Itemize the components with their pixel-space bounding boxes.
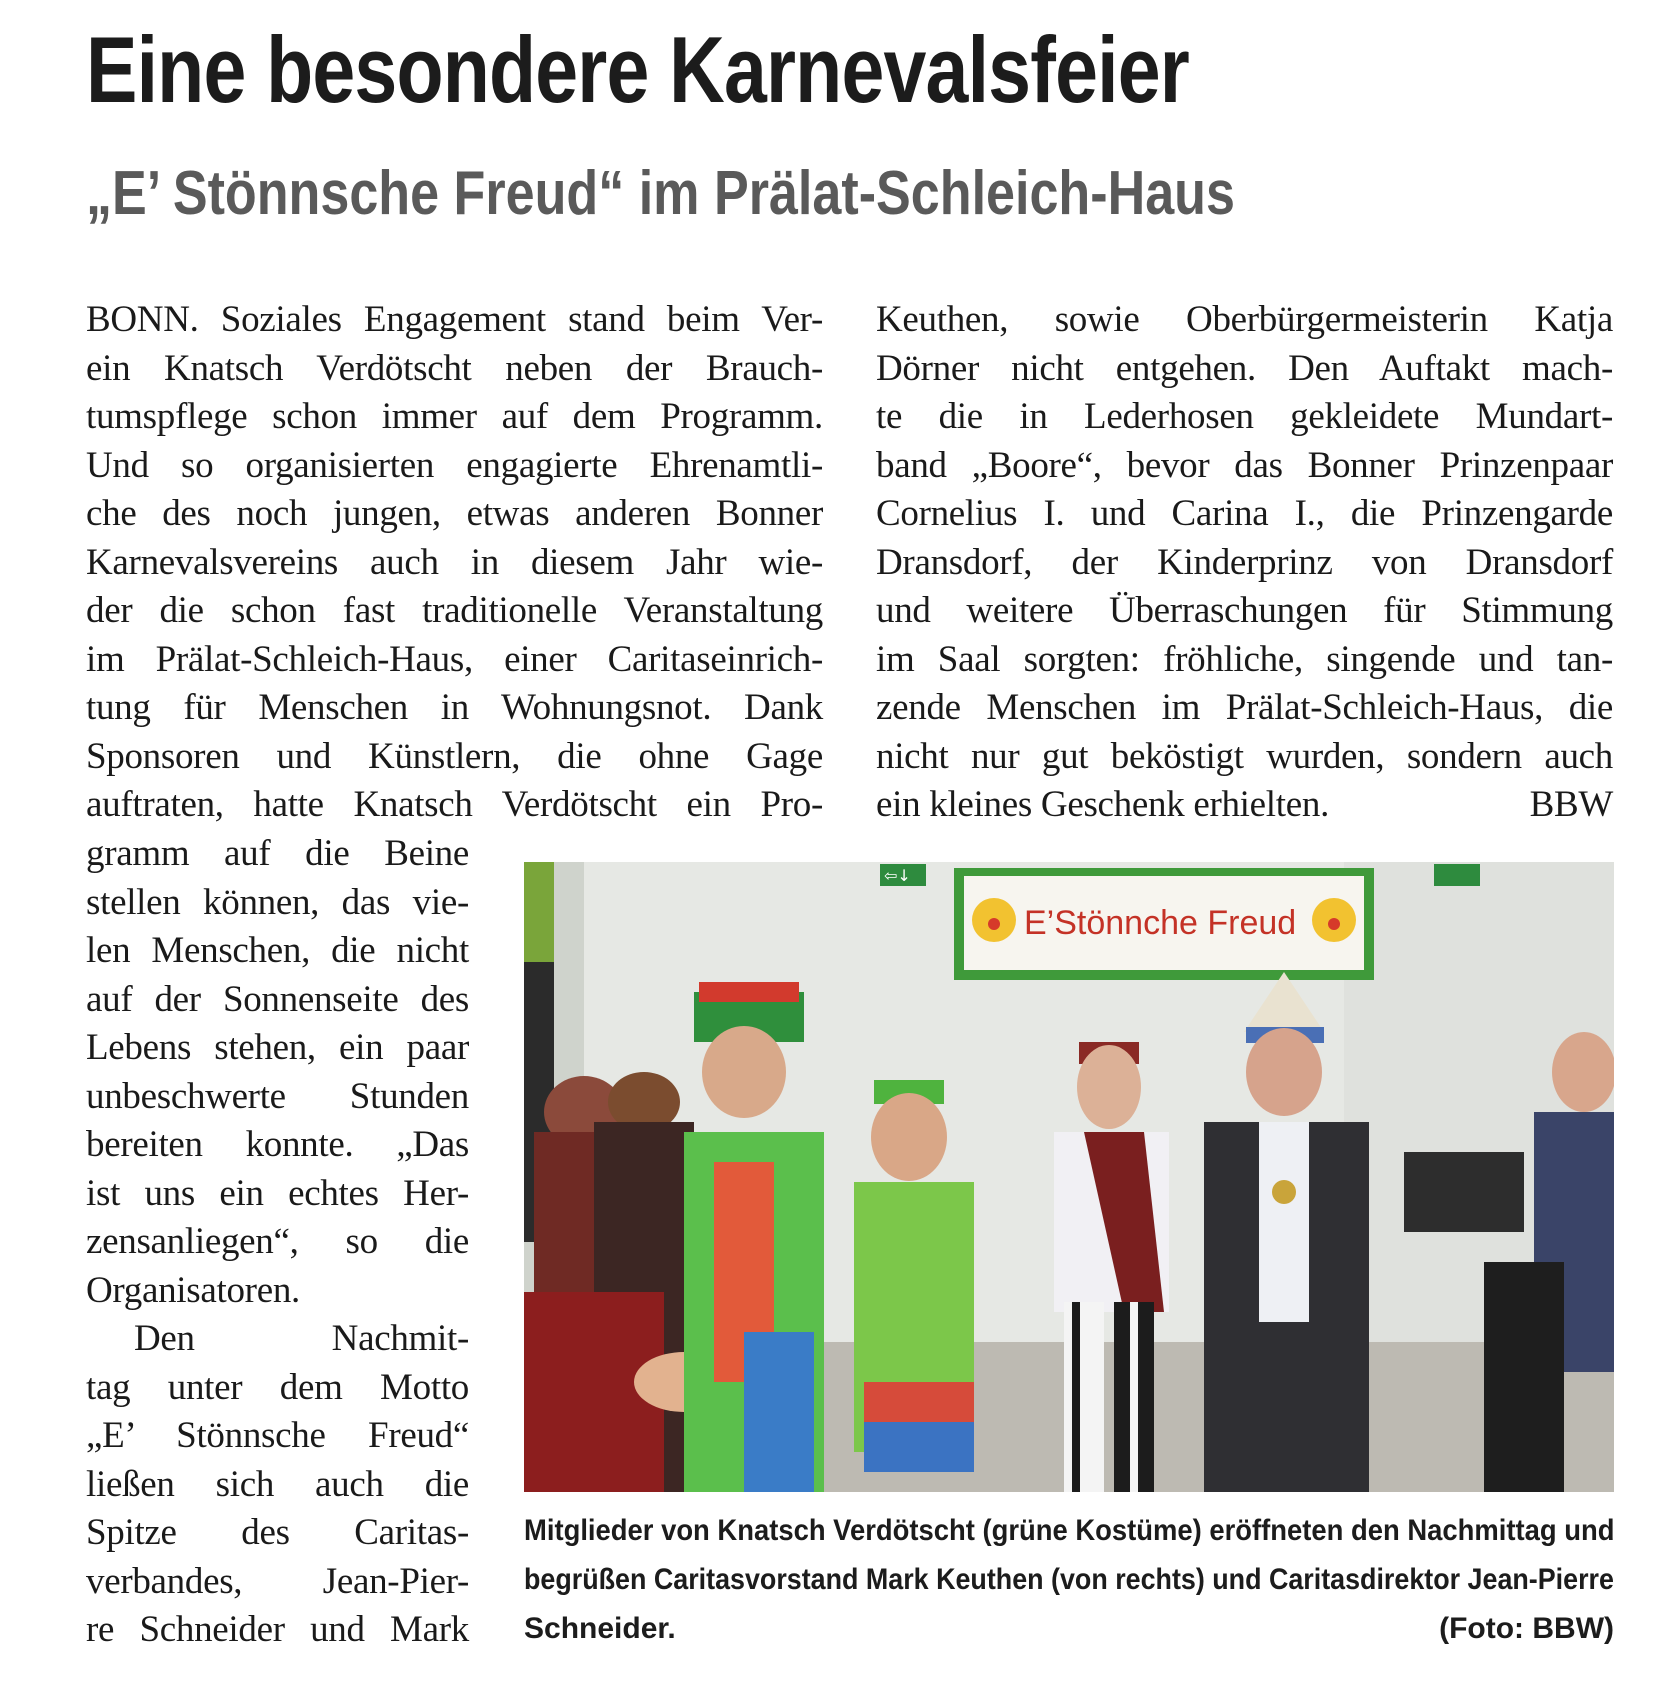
text-line: im Saal sorgten: fröhliche, singende und tan- bbox=[876, 638, 1613, 680]
text-line: und weitere Überraschungen für Stimmung bbox=[876, 590, 1613, 631]
right-column bbox=[876, 296, 1613, 830]
text-line: len Menschen, die nicht bbox=[86, 930, 469, 971]
text-line: verbandes, Jean-Pier- bbox=[86, 1560, 469, 1602]
subheadline: „E’ Stönnsche Freud“ im Prälat-Schleich-Haus bbox=[86, 159, 1235, 228]
text-line: Spitze des Caritas- bbox=[86, 1512, 469, 1553]
caption-line: begrüßen Caritasvorstand Mark Keuthen (von rechts) und Caritasdirektor Jean-Pierre bbox=[524, 1563, 1614, 1596]
photo-illustration bbox=[524, 862, 1614, 1492]
text-line: tag unter dem Motto bbox=[86, 1366, 469, 1408]
text-line: Dörner nicht entgehen. Den Auftakt mach- bbox=[876, 347, 1613, 389]
author-signature: BBW bbox=[1529, 784, 1613, 825]
text-line: Sponsoren und Künstlern, die ohne Gage bbox=[86, 735, 823, 777]
text-line: Und so organisierten engagierte Ehrenamtli- bbox=[86, 444, 823, 486]
text-line: Cornelius I. und Carina I., die Prinzengarde bbox=[876, 493, 1613, 534]
caption-line: Schneider. bbox=[524, 1612, 676, 1645]
text-line: nicht nur gut beköstigt wurden, sondern auch bbox=[876, 735, 1613, 777]
text-line: Organisatoren. bbox=[86, 1269, 300, 1311]
text-line: „E’ Stönnsche Freud“ bbox=[86, 1415, 469, 1456]
text-line: che des noch jungen, etwas anderen Bonner bbox=[86, 493, 823, 534]
text-line: stellen können, das vie- bbox=[86, 881, 469, 923]
event-photo bbox=[524, 862, 1614, 1492]
last-line-with-signature bbox=[876, 781, 1613, 830]
text-line: bereiten konnte. „Das bbox=[86, 1124, 469, 1165]
left-column-bottom bbox=[86, 830, 469, 1655]
left-column-top bbox=[86, 296, 823, 830]
photo-credit: (Foto: BBW) bbox=[1439, 1612, 1614, 1645]
caption-line: Mitglieder von Knatsch Verdötscht (grüne Kostüme) eröffneten den Nachmittag und bbox=[524, 1514, 1615, 1547]
text-line: tumspflege schon immer auf dem Programm. bbox=[86, 396, 823, 437]
text-line: te die in Lederhosen gekleidete Mundart- bbox=[876, 396, 1613, 437]
text-line: gramm auf die Beine bbox=[86, 833, 469, 874]
exit-sign-icon: ⇦↓ bbox=[884, 866, 911, 885]
text-line: Dransdorf, der Kinderprinz von Dransdorf bbox=[876, 541, 1613, 583]
text-line: auf der Sonnenseite des bbox=[86, 978, 469, 1020]
text-line: Karnevalsvereins auch in diesem Jahr wie- bbox=[86, 541, 823, 583]
text-line: tung für Menschen in Wohnungsnot. Dank bbox=[86, 687, 823, 728]
text-line: ließen sich auch die bbox=[86, 1463, 469, 1505]
banner-text: E’Stönnche Freud bbox=[1024, 904, 1297, 942]
text-line: unbeschwerte Stunden bbox=[86, 1075, 469, 1117]
headline: Eine besondere Karnevalsfeier bbox=[86, 17, 1189, 122]
text-line: zende Menschen im Prälat-Schleich-Haus, die bbox=[876, 687, 1613, 728]
text-line: ist uns ein echtes Her- bbox=[86, 1172, 469, 1214]
text-line: Lebens stehen, ein paar bbox=[86, 1027, 469, 1068]
text-line: re Schneider und Mark bbox=[86, 1609, 469, 1650]
text-line: BONN. Soziales Engagement stand beim Ver- bbox=[86, 299, 823, 340]
text-line: ein Knatsch Verdötscht neben der Brauch- bbox=[86, 347, 823, 389]
text-line: zensanliegen“, so die bbox=[86, 1221, 469, 1262]
text-line: band „Boore“, bevor das Bonner Prinzenpaar bbox=[876, 444, 1613, 486]
text-line: Keuthen, sowie Oberbürgermeisterin Katja bbox=[876, 299, 1613, 340]
text-line: Den Nachmit- bbox=[134, 1318, 469, 1359]
text-line: ein kleines Geschenk erhielten. bbox=[876, 784, 1330, 825]
text-line: der die schon fast traditionelle Veranstaltung bbox=[86, 590, 823, 631]
text-line: im Prälat-Schleich-Haus, einer Caritaseinrich- bbox=[86, 638, 823, 680]
text-line: auftraten, hatte Knatsch Verdötscht ein Pro- bbox=[86, 784, 823, 825]
photo-caption bbox=[524, 1506, 1614, 1653]
